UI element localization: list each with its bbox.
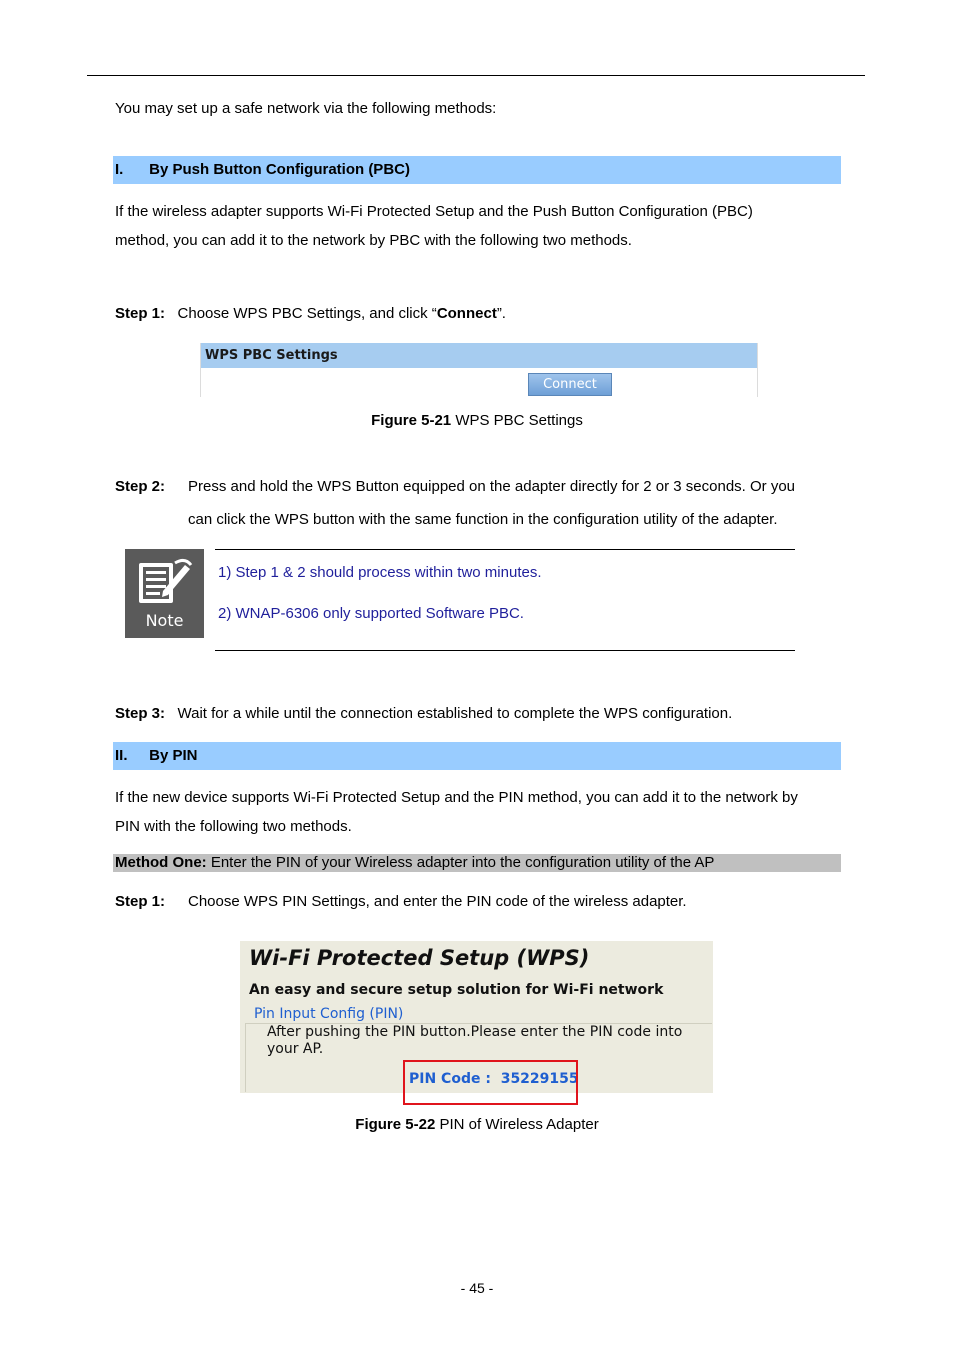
- caption-text: PIN of Wireless Adapter: [435, 1116, 599, 1133]
- header-rule: [87, 75, 865, 76]
- step3: [115, 699, 732, 728]
- section-title: By PIN: [149, 747, 198, 764]
- section-heading-pbc: [113, 156, 841, 184]
- connect-button[interactable]: Connect: [528, 373, 612, 396]
- section-number: I.: [115, 161, 124, 178]
- figure-caption-21: [0, 412, 954, 429]
- section-number: II.: [115, 747, 128, 764]
- step2-line1: Press and hold the WPS Button equipped on the adapter directly for 2 or 3 seconds. Or you: [188, 478, 796, 495]
- step2-line2: can click the WPS button with the same function in the configuration utility of the adapter.: [188, 511, 778, 528]
- page-number: - 45 -: [460, 1280, 494, 1296]
- method-one-bar: [113, 854, 841, 872]
- note-icon: [125, 549, 204, 638]
- figure-caption-22: [0, 1116, 954, 1133]
- step-text: Wait for a while until the connection established to complete the WPS configuration.: [177, 705, 733, 722]
- note-bottom-rule: [215, 650, 795, 651]
- wps-subtitle: An easy and secure setup solution for Wi-Fi network: [249, 982, 664, 998]
- note-line2: 2) WNAP-6306 only supported Software PBC.: [218, 605, 524, 622]
- step-text-end: ”.: [496, 305, 506, 322]
- caption-label: Figure 5-22: [355, 1116, 436, 1133]
- pin-label: PIN Code :: [409, 1071, 491, 1087]
- step-label: Step 1:: [115, 305, 166, 322]
- method-label: Method One:: [115, 854, 207, 871]
- step1-pin-text: Choose WPS PIN Settings, and enter the PIN code of the wireless adapter.: [188, 893, 687, 910]
- pin-value: 35229155: [500, 1071, 579, 1087]
- pin-paragraph-line1: If the new device supports Wi-Fi Protected Setup and the PIN method, you can add it to the network by: [115, 789, 798, 806]
- caption-text: WPS PBC Settings: [451, 412, 583, 429]
- step-bold-text: Connect: [436, 305, 497, 322]
- pin-highlight-box: [403, 1060, 578, 1105]
- step2-label: Step 2:: [115, 478, 166, 495]
- intro-text: You may set up a safe network via the following methods:: [115, 100, 497, 117]
- pin-description: After pushing the PIN button.Please enter the PIN code into your AP.: [267, 1024, 683, 1057]
- step1-pin-label: Step 1:: [115, 893, 166, 910]
- step-text: Choose WPS PBC Settings, and click “: [177, 305, 437, 322]
- pbc-paragraph-line2: method, you can add it to the network by PBC with the following two methods.: [115, 232, 632, 249]
- method-text: Enter the PIN of your Wireless adapter into the configuration utility of the AP: [206, 854, 715, 871]
- wps-pbc-settings-panel: [200, 343, 758, 397]
- wps-title: Wi-Fi Protected Setup (WPS): [249, 946, 590, 970]
- pbc-paragraph-line1: If the wireless adapter supports Wi-Fi Protected Setup and the Push Button Configuration (PBC): [115, 203, 753, 220]
- section-heading-pin: [113, 742, 841, 770]
- note-top-rule: [215, 549, 795, 550]
- pin-paragraph-line2: PIN with the following two methods.: [115, 818, 352, 835]
- note-label: Note: [145, 611, 184, 630]
- group-legend: Pin Input Config (PIN): [254, 1006, 404, 1022]
- section-title: By Push Button Configuration (PBC): [149, 161, 410, 178]
- caption-label: Figure 5-21: [371, 412, 452, 429]
- step-label: Step 3:: [115, 705, 166, 722]
- panel-header: WPS PBC Settings: [201, 343, 757, 368]
- note-line1: 1) Step 1 & 2 should process within two minutes.: [218, 564, 542, 581]
- step1-pbc: [115, 299, 506, 328]
